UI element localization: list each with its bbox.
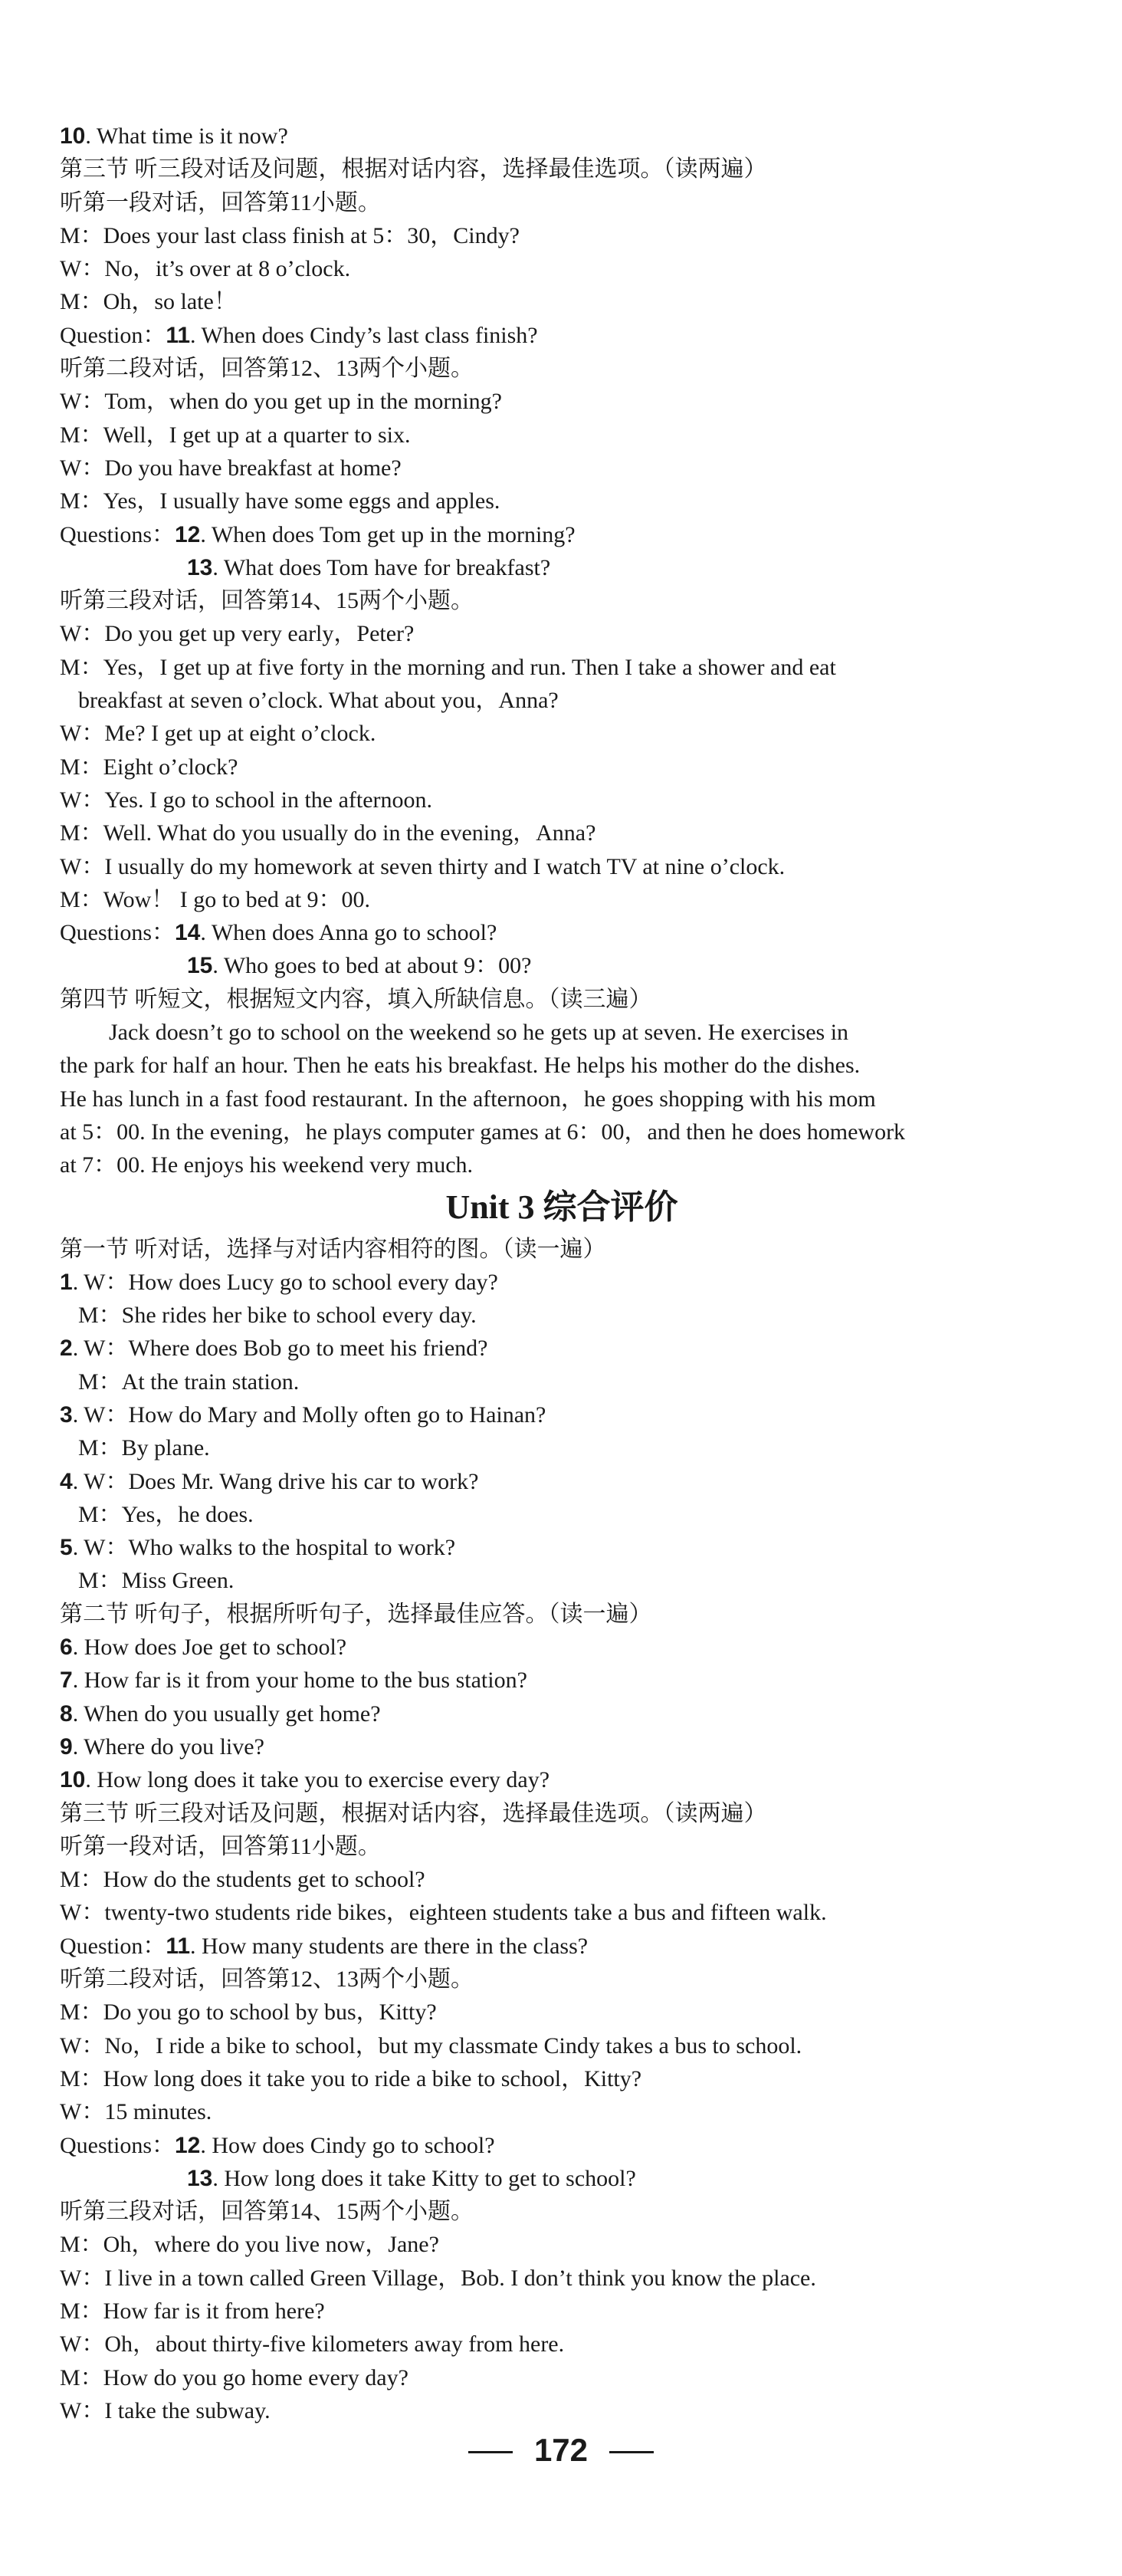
script-line — [60, 2228, 1064, 2261]
line-text: M：Do you go to school by bus，Kitty? — [60, 1999, 437, 2026]
question-number: 8 — [60, 1700, 73, 1727]
line-text: W：I usually do my homework at seven thirty and I watch TV at nine o’clock. — [60, 853, 786, 879]
line-text: . How does Joe get to school? — [72, 1635, 347, 1661]
line-text: M：Well，I get up at a quarter to six. — [60, 422, 411, 448]
script-line — [60, 816, 1064, 849]
dialogue-block — [60, 717, 1064, 1016]
line-text: W：Do you have breakfast at home? — [60, 455, 402, 481]
question-prefix: Questions： — [60, 920, 175, 946]
line-text: 听第二段对话，回答第12、13两个小题。 — [60, 356, 474, 382]
line-text: M：She rides her bike to school every day. — [78, 1303, 477, 1329]
unit2-listening-script-tail — [60, 120, 1064, 651]
line-text: . W：Does Mr. Wang drive his car to work? — [72, 1468, 479, 1494]
script-line — [60, 1233, 1064, 1266]
line-text: M：How do the students get to school? — [60, 1867, 425, 1893]
question-number: 13 — [187, 554, 213, 580]
script-line — [60, 584, 1064, 617]
question-number: 5 — [60, 1535, 73, 1561]
question-number: 1 — [60, 1269, 73, 1295]
passage-line: at 5：00. In the evening，he plays computer games at 6：00，and then he does homework — [60, 1119, 906, 1145]
script-line — [60, 2295, 1064, 2328]
script-line — [60, 1996, 1064, 2029]
question-line — [60, 1465, 1064, 1498]
script-line — [60, 186, 1064, 219]
line-text: M：Oh，so late！ — [60, 289, 237, 315]
question-number: 3 — [60, 1401, 73, 1428]
question-prefix: Question： — [60, 322, 166, 348]
question-number: 13 — [187, 2165, 213, 2191]
script-line — [60, 153, 1064, 186]
script-line — [60, 883, 1064, 916]
dialogue-line: M：Yes，I get up at five forty in the morning and run. Then I take a shower and eat — [60, 654, 836, 680]
script-line — [60, 1896, 1064, 1929]
question-line — [60, 1763, 1064, 1796]
question-line — [60, 1398, 1064, 1431]
script-line — [60, 2095, 1064, 2128]
question-line — [60, 916, 1064, 949]
script-line — [60, 751, 1064, 784]
line-text: M：At the train station. — [78, 1368, 300, 1395]
question-number: 14 — [175, 920, 201, 946]
line-text: . W：Where does Bob go to meet his friend? — [72, 1336, 488, 1362]
script-line — [60, 352, 1064, 385]
script-line — [60, 1963, 1064, 1996]
passage-line: the park for half an hour. Then he eats his breakfast. He helps his mother do the dishes. — [60, 1053, 861, 1079]
question-number: 7 — [60, 1668, 73, 1694]
line-text: W：Me? I get up at eight o’clock. — [60, 721, 376, 747]
question-number: 6 — [60, 1635, 73, 1661]
script-line — [60, 1863, 1064, 1896]
question-number: 12 — [175, 2132, 201, 2158]
line-text: W：Tom，when do you get up in the morning? — [60, 389, 502, 415]
line-text: M：Wow！ I go to bed at 9：00. — [60, 886, 371, 912]
question-line — [60, 551, 1064, 584]
question-line — [60, 949, 1064, 982]
question-prefix: Question： — [60, 1933, 166, 1959]
line-text: 听第二段对话，回答第12、13两个小题。 — [60, 1967, 474, 1993]
script-line — [60, 1299, 1064, 1332]
script-line — [60, 983, 1064, 1016]
line-text: W：Oh，about thirty-five kilometers away from here. — [60, 2331, 565, 2358]
line-text: 听第一段对话，回答第11小题。 — [60, 1833, 381, 1859]
unit3-listening-script — [60, 1233, 1064, 2428]
line-text: W：No，it’s over at 8 o’clock. — [60, 256, 351, 282]
line-text: M：Oh，where do you live now，Jane? — [60, 2232, 439, 2258]
passage-line: He has lunch in a fast food restaurant. In the afternoon，he goes shopping with his mom — [60, 1086, 876, 1112]
question-number: 11 — [166, 322, 191, 348]
script-line — [60, 1498, 1064, 1531]
line-text: W：Do you get up very early，Peter? — [60, 621, 415, 647]
line-text: . How many students are there in the class? — [190, 1933, 589, 1959]
script-line — [60, 2361, 1064, 2394]
footer-dash-left — [468, 2451, 513, 2453]
line-text: M：By plane. — [78, 1435, 210, 1461]
line-text: W：I live in a town called Green Village，Bob. I don’t think you know the place. — [60, 2265, 816, 2291]
footer-dash-right — [609, 2451, 654, 2453]
question-line — [60, 1631, 1064, 1664]
question-number: 9 — [60, 1733, 73, 1760]
line-text: . When do you usually get home? — [72, 1700, 381, 1727]
line-text: M：Eight o’clock? — [60, 754, 238, 780]
line-text: 听第三段对话，回答第14、15两个小题。 — [60, 2199, 474, 2225]
line-text: 听第三段对话，回答第14、15两个小题。 — [60, 588, 474, 614]
line-text: 听第一段对话，回答第11小题。 — [60, 189, 381, 215]
line-text: 第二节 听句子，根据所听句子，选择最佳应答。（读一遍） — [60, 1601, 652, 1627]
line-text: 第一节 听对话，选择与对话内容相符的图。（读一遍） — [60, 1236, 606, 1262]
question-line — [60, 1697, 1064, 1730]
line-text: . When does Tom get up in the morning? — [200, 521, 576, 547]
line-text: . How does Cindy go to school? — [200, 2132, 495, 2158]
question-line — [60, 1730, 1064, 1763]
script-line — [60, 1365, 1064, 1398]
script-line — [60, 850, 1064, 883]
page-number: 172 — [533, 2432, 589, 2468]
script-line — [60, 717, 1064, 750]
script-line — [60, 1830, 1064, 1863]
line-text: . What time is it now? — [85, 123, 288, 149]
script-line — [60, 1797, 1064, 1830]
question-number: 4 — [60, 1468, 73, 1494]
line-text: . Where do you live? — [72, 1733, 264, 1760]
line-text: . W：How do Mary and Molly often go to Hainan? — [72, 1401, 546, 1428]
question-line — [60, 518, 1064, 551]
script-line — [60, 2195, 1064, 2228]
line-text: M：Miss Green. — [78, 1568, 235, 1594]
line-text: M：Does your last class finish at 5：30，Cindy? — [60, 222, 520, 248]
dialogue-line-continuation: breakfast at seven o’clock. What about you，Anna? — [78, 688, 559, 714]
question-number: 15 — [187, 953, 213, 979]
line-text: . What does Tom have for breakfast? — [212, 554, 551, 580]
line-text: . W：Who walks to the hospital to work? — [72, 1535, 456, 1561]
question-number: 10 — [60, 123, 86, 149]
question-line — [60, 1531, 1064, 1564]
line-text: W：15 minutes. — [60, 2099, 212, 2125]
line-text: . When does Cindy’s last class finish? — [190, 322, 538, 348]
script-line — [60, 2328, 1064, 2361]
line-text: . How far is it from your home to the bus station? — [72, 1668, 527, 1694]
script-line — [60, 219, 1064, 252]
line-text: M：How far is it from here? — [60, 2298, 325, 2324]
question-number: 12 — [175, 521, 201, 547]
line-text: . W：How does Lucy go to school every day? — [72, 1269, 498, 1295]
question-line — [60, 1664, 1064, 1697]
question-line — [60, 2129, 1064, 2162]
passage-line: at 7：00. He enjoys his weekend very much. — [60, 1152, 474, 1178]
line-text: . When does Anna go to school? — [200, 920, 497, 946]
script-line — [60, 617, 1064, 650]
line-text: 第三节 听三段对话及问题，根据对话内容，选择最佳选项。（读两遍） — [60, 1800, 767, 1826]
question-number: 2 — [60, 1336, 73, 1362]
line-text: W：twenty-two students ride bikes，eighteen students take a bus and fifteen walk. — [60, 1900, 827, 1926]
document-page — [60, 120, 1064, 2427]
line-text: W：I take the subway. — [60, 2397, 271, 2423]
line-text: M：How long does it take you to ride a bike to school，Kitty? — [60, 2065, 642, 2091]
line-text: M：How do you go home every day? — [60, 2364, 408, 2390]
question-prefix: Questions： — [60, 2132, 175, 2158]
line-text: M：Well. What do you usually do in the evening，Anna? — [60, 820, 596, 846]
passage — [60, 1016, 1064, 1181]
script-line — [60, 252, 1064, 285]
script-line — [60, 385, 1064, 418]
line-text: . How long does it take you to exercise every day? — [85, 1767, 550, 1793]
script-line — [60, 784, 1064, 816]
question-line — [60, 1930, 1064, 1963]
line-text: . How long does it take Kitty to get to school? — [212, 2165, 636, 2191]
question-line — [60, 319, 1064, 352]
line-text: W：No，I ride a bike to school，but my classmate Cindy takes a bus to school. — [60, 2032, 802, 2058]
question-line — [60, 1332, 1064, 1365]
line-text: M：Yes，I usually have some eggs and apples. — [60, 488, 500, 514]
question-line — [60, 120, 1064, 153]
question-line — [60, 1266, 1064, 1299]
page-footer — [0, 2432, 1122, 2469]
script-line — [60, 485, 1064, 518]
passage-line: Jack doesn’t go to school on the weekend so he gets up at seven. He exercises in — [109, 1020, 849, 1046]
line-text: M：Yes，he does. — [78, 1501, 254, 1527]
question-number: 10 — [60, 1767, 86, 1793]
line-text: 第三节 听三段对话及问题，根据对话内容，选择最佳选项。（读两遍） — [60, 156, 767, 182]
script-line — [60, 2029, 1064, 2062]
script-line — [60, 419, 1064, 452]
line-text: . Who goes to bed at about 9：00? — [212, 953, 532, 979]
line-text: W：Yes. I go to school in the afternoon. — [60, 787, 433, 813]
script-line — [60, 1564, 1064, 1597]
line-text: 第四节 听短文，根据短文内容，填入所缺信息。（读三遍） — [60, 986, 652, 1012]
question-number: 11 — [166, 1933, 191, 1959]
question-line — [60, 2162, 1064, 2195]
script-line — [60, 285, 1064, 318]
unit-title: Unit 3 综合评价 — [445, 1188, 678, 1226]
script-line — [60, 2394, 1064, 2427]
script-line — [60, 2062, 1064, 2095]
script-line — [60, 1431, 1064, 1464]
script-line — [60, 1598, 1064, 1631]
script-line — [60, 452, 1064, 485]
question-prefix: Questions： — [60, 521, 175, 547]
script-line — [60, 2262, 1064, 2295]
